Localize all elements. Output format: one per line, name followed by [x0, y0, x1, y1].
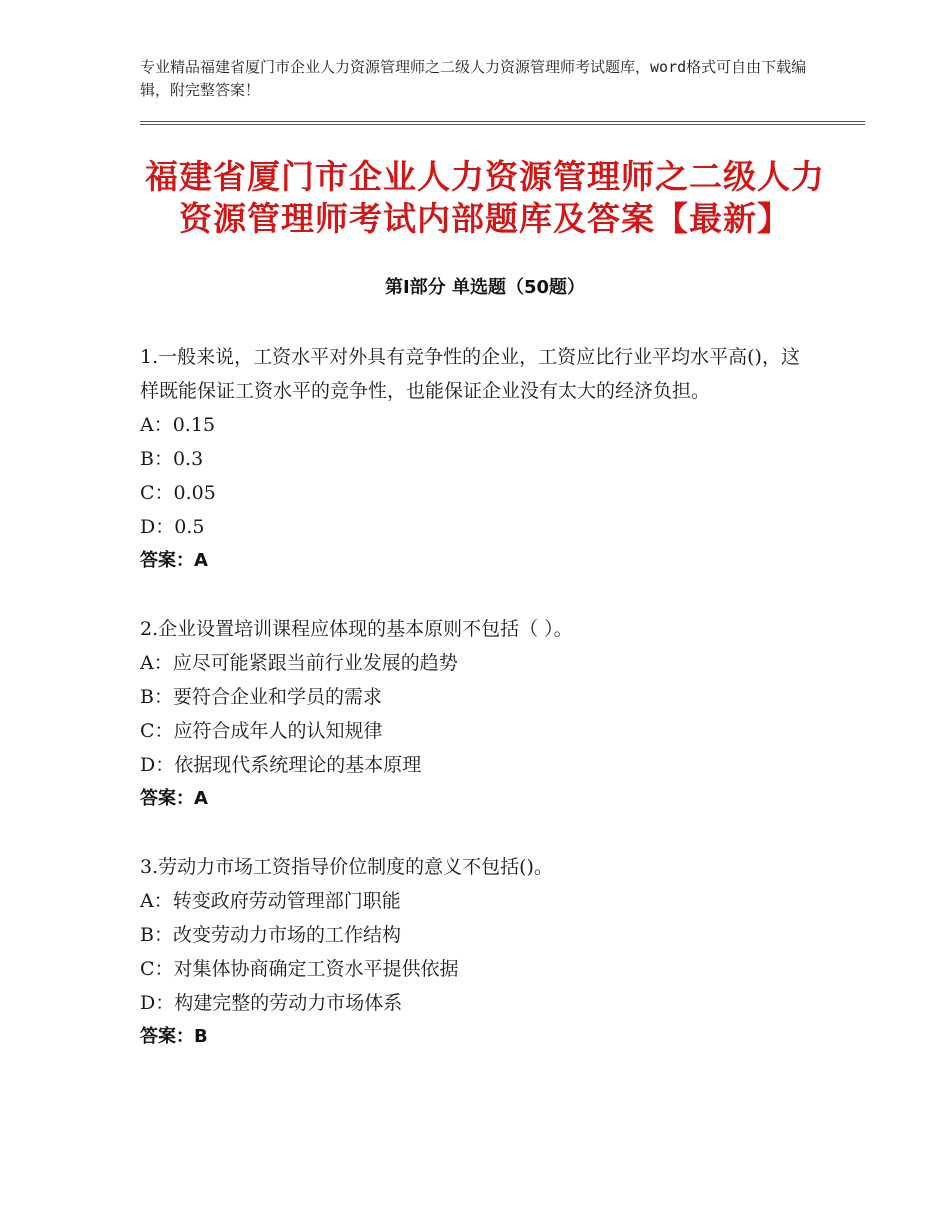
- option-b: B：改变劳动力市场的工作结构: [140, 924, 401, 946]
- option-list: [140, 646, 810, 782]
- section-heading: 第Ⅰ部分 单选题（50题）: [384, 277, 585, 298]
- option-c: C：对集体协商确定工资水平提供依据: [140, 958, 459, 980]
- header-divider-secondary: [140, 124, 865, 125]
- option-d: D：0.5: [140, 516, 205, 538]
- question-item: [140, 340, 810, 578]
- question-stem: 1.一般来说，工资水平对外具有竞争性的企业，工资应比行业平均水平高()，这样既能保证工资水平的竞争性，也能保证企业没有太大的经济负担。: [140, 346, 800, 402]
- option-c: C：0.05: [140, 482, 216, 504]
- option-c: C：应符合成年人的认知规律: [140, 720, 383, 742]
- option-a: A：0.15: [140, 414, 216, 436]
- answer-label: 答案：B: [140, 1026, 208, 1047]
- header-note: 专业精品福建省厦门市企业人力资源管理师之二级人力资源管理师考试题库，word格式可自由下载编辑，附完整答案！: [140, 58, 807, 99]
- option-list: [140, 884, 810, 1020]
- question-stem: 2.企业设置培训课程应体现的基本原则不包括（ ）。: [140, 618, 573, 640]
- document-title: 福建省厦门市企业人力资源管理师之二级人力资源管理师考试内部题库及答案【最新】: [145, 157, 825, 238]
- header-divider: [140, 121, 865, 122]
- answer-label: 答案：A: [140, 788, 208, 809]
- option-b: B：要符合企业和学员的需求: [140, 686, 382, 708]
- answer-label: 答案：A: [140, 550, 208, 571]
- option-d: D：依据现代系统理论的基本原理: [140, 754, 422, 776]
- option-a: A：应尽可能紧跟当前行业发展的趋势: [140, 652, 458, 674]
- question-stem: 3.劳动力市场工资指导价位制度的意义不包括()。: [140, 856, 553, 878]
- question-item: [140, 850, 810, 1054]
- option-list: [140, 408, 810, 544]
- option-d: D：构建完整的劳动力市场体系: [140, 992, 403, 1014]
- question-item: [140, 612, 810, 816]
- option-a: A：转变政府劳动管理部门职能: [140, 890, 401, 912]
- option-b: B：0.3: [140, 448, 204, 470]
- question-list: [140, 340, 810, 1088]
